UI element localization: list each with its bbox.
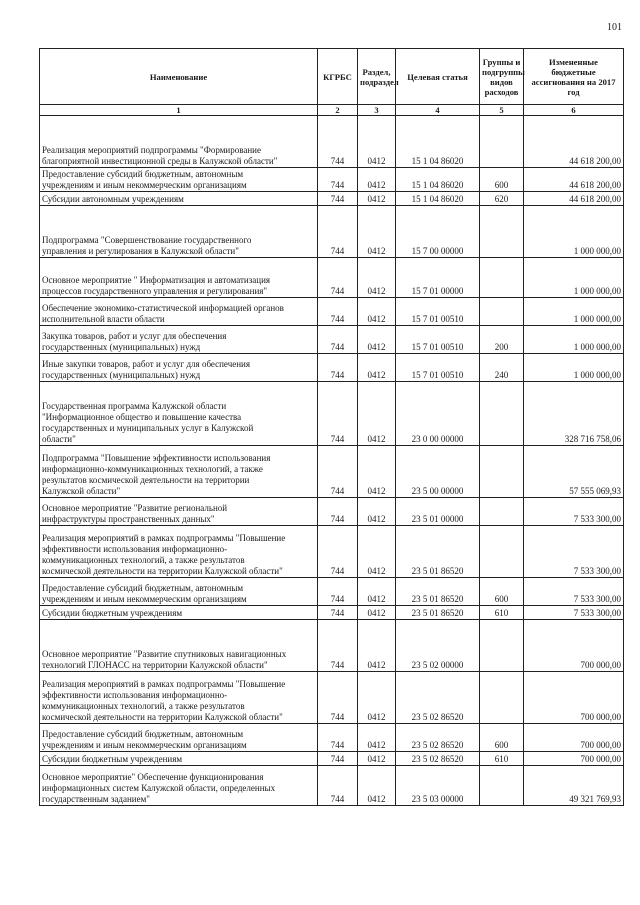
row-ktrbs: 744 — [318, 766, 358, 806]
table-row — [40, 526, 624, 578]
row-group — [480, 620, 524, 672]
row-name: Основное мероприятие "Развитие спутниковых навигационных технологий ГЛОНАСС на территории Калужской области" — [40, 620, 318, 672]
row-section: 0412 — [358, 354, 396, 382]
col-header-groups: Группы и подгруппы видов расходов — [480, 49, 524, 105]
col-number: 2 — [318, 105, 358, 116]
table-row — [40, 620, 624, 672]
row-name: Обеспечение экономико-статистической информацией органов исполнительной власти области — [40, 298, 318, 326]
row-section: 0412 — [358, 526, 396, 578]
table-row — [40, 446, 624, 498]
row-group — [480, 672, 524, 724]
row-group — [480, 206, 524, 258]
row-section: 0412 — [358, 672, 396, 724]
row-name: Подпрограмма "Повышение эффективности использования информационно-коммуникационных технологий, а также результатов космической деятельности на территории Калужской области" — [40, 446, 318, 498]
row-target: 15 7 00 00000 — [396, 206, 480, 258]
row-target: 15 7 01 00000 — [396, 258, 480, 298]
row-section: 0412 — [358, 620, 396, 672]
row-section: 0412 — [358, 298, 396, 326]
table-row — [40, 606, 624, 620]
row-ktrbs: 744 — [318, 672, 358, 724]
table-row — [40, 168, 624, 192]
row-name: Реализация мероприятий в рамках подпрограммы "Повышение эффективности использования информационно- коммуникационных технологий, а также результатов космической деятельности на территории Калужской области" — [40, 526, 318, 578]
row-target: 23 5 02 00000 — [396, 620, 480, 672]
row-ktrbs: 744 — [318, 578, 358, 606]
row-section: 0412 — [358, 724, 396, 752]
table-row — [40, 498, 624, 526]
row-name: Реализация мероприятий подпрограммы "Формирование благоприятной инвестиционной среды в Калужской области" — [40, 116, 318, 168]
row-ktrbs: 744 — [318, 526, 358, 578]
row-group: 610 — [480, 752, 524, 766]
col-header-amount: Измененные бюджетные ассигнования на 2017 год — [524, 49, 624, 105]
row-section: 0412 — [358, 116, 396, 168]
row-name: Иные закупки товаров, работ и услуг для обеспечения государственных (муниципальных) нужд — [40, 354, 318, 382]
row-name: Субсидии бюджетным учреждениям — [40, 606, 318, 620]
row-group — [480, 258, 524, 298]
row-target: 23 5 01 00000 — [396, 498, 480, 526]
row-ktrbs: 744 — [318, 116, 358, 168]
col-number: 4 — [396, 105, 480, 116]
row-ktrbs: 744 — [318, 382, 358, 446]
row-ktrbs: 744 — [318, 192, 358, 206]
row-amount: 7 533 300,00 — [524, 578, 624, 606]
row-target: 23 5 00 00000 — [396, 446, 480, 498]
row-target: 23 0 00 00000 — [396, 382, 480, 446]
row-group — [480, 446, 524, 498]
row-amount: 700 000,00 — [524, 672, 624, 724]
col-header-target: Целевая статья — [396, 49, 480, 105]
row-name: Реализация мероприятий в рамках подпрограммы "Повышение эффективности использования информационно- коммуникационных технологий, а также результатов космической деятельности на территории Калужской области" — [40, 672, 318, 724]
row-target: 23 5 02 86520 — [396, 752, 480, 766]
row-ktrbs: 744 — [318, 752, 358, 766]
row-section: 0412 — [358, 606, 396, 620]
table-row — [40, 354, 624, 382]
row-section: 0412 — [358, 578, 396, 606]
table-row — [40, 578, 624, 606]
row-target: 23 5 01 86520 — [396, 526, 480, 578]
row-group: 610 — [480, 606, 524, 620]
row-section: 0412 — [358, 498, 396, 526]
row-group: 240 — [480, 354, 524, 382]
row-group — [480, 116, 524, 168]
table-row — [40, 672, 624, 724]
row-ktrbs: 744 — [318, 258, 358, 298]
row-section: 0412 — [358, 326, 396, 354]
table-row — [40, 326, 624, 354]
row-ktrbs: 744 — [318, 446, 358, 498]
row-amount: 1 000 000,00 — [524, 298, 624, 326]
row-target: 15 1 04 86020 — [396, 116, 480, 168]
header-row — [40, 49, 624, 105]
row-amount: 7 533 300,00 — [524, 606, 624, 620]
row-name: Основное мероприятие" Обеспечение функционирования информационных систем Калужской области, определенных государственным заданием" — [40, 766, 318, 806]
row-target: 15 7 01 00510 — [396, 298, 480, 326]
column-number-row — [40, 105, 624, 116]
table-row — [40, 206, 624, 258]
row-name: Предоставление субсидий бюджетным, автономным учреждениям и иным некоммерческим организациям — [40, 168, 318, 192]
row-name: Подпрограмма "Совершенствование государственного управления и регулирования в Калужской области" — [40, 206, 318, 258]
row-name: Субсидии автономным учреждениям — [40, 192, 318, 206]
row-target: 15 1 04 86020 — [396, 192, 480, 206]
row-target: 23 5 03 00000 — [396, 766, 480, 806]
row-ktrbs: 744 — [318, 724, 358, 752]
row-target: 15 1 04 86020 — [396, 168, 480, 192]
table-row — [40, 298, 624, 326]
row-target: 23 5 02 86520 — [396, 672, 480, 724]
row-amount: 700 000,00 — [524, 724, 624, 752]
row-amount: 44 618 200,00 — [524, 192, 624, 206]
row-target: 23 5 02 86520 — [396, 724, 480, 752]
row-group — [480, 298, 524, 326]
row-name: Закупка товаров, работ и услуг для обеспечения государственных (муниципальных) нужд — [40, 326, 318, 354]
row-target: 23 5 01 86520 — [396, 578, 480, 606]
row-group: 600 — [480, 168, 524, 192]
table-row — [40, 752, 624, 766]
row-amount: 700 000,00 — [524, 752, 624, 766]
row-ktrbs: 744 — [318, 326, 358, 354]
row-group: 600 — [480, 724, 524, 752]
row-section: 0412 — [358, 168, 396, 192]
row-ktrbs: 744 — [318, 498, 358, 526]
row-ktrbs: 744 — [318, 168, 358, 192]
row-section: 0412 — [358, 192, 396, 206]
row-group — [480, 498, 524, 526]
row-group — [480, 382, 524, 446]
col-header-section: Раздел, подраздел — [358, 49, 396, 105]
row-name: Предоставление субсидий бюджетным, автономным учреждениям и иным некоммерческим организациям — [40, 578, 318, 606]
row-amount: 1 000 000,00 — [524, 354, 624, 382]
row-ktrbs: 744 — [318, 606, 358, 620]
row-section: 0412 — [358, 446, 396, 498]
table-row — [40, 258, 624, 298]
col-number: 1 — [40, 105, 318, 116]
row-group — [480, 526, 524, 578]
budget-table — [39, 48, 624, 806]
row-ktrbs: 744 — [318, 620, 358, 672]
col-number: 5 — [480, 105, 524, 116]
table-row — [40, 724, 624, 752]
row-name: Основное мероприятие "Развитие региональной инфраструктуры пространственных данных" — [40, 498, 318, 526]
row-name: Субсидии бюджетным учреждениям — [40, 752, 318, 766]
row-target: 15 7 01 00510 — [396, 354, 480, 382]
row-group: 200 — [480, 326, 524, 354]
row-group: 600 — [480, 578, 524, 606]
row-section: 0412 — [358, 752, 396, 766]
page-number: 101 — [607, 22, 622, 33]
row-amount: 700 000,00 — [524, 620, 624, 672]
table-body — [40, 116, 624, 806]
row-amount: 57 555 069,93 — [524, 446, 624, 498]
row-amount: 44 618 200,00 — [524, 116, 624, 168]
col-header-ktrbs: КГРБС — [318, 49, 358, 105]
row-amount: 1 000 000,00 — [524, 206, 624, 258]
row-section: 0412 — [358, 766, 396, 806]
row-ktrbs: 744 — [318, 206, 358, 258]
row-ktrbs: 744 — [318, 298, 358, 326]
col-number: 6 — [524, 105, 624, 116]
row-amount: 1 000 000,00 — [524, 258, 624, 298]
row-target: 23 5 01 86520 — [396, 606, 480, 620]
col-number: 3 — [358, 105, 396, 116]
table-row — [40, 382, 624, 446]
row-amount: 49 321 769,93 — [524, 766, 624, 806]
row-name: Предоставление субсидий бюджетным, автономным учреждениям и иным некоммерческим организациям — [40, 724, 318, 752]
row-section: 0412 — [358, 382, 396, 446]
row-amount: 328 716 758,06 — [524, 382, 624, 446]
table-row — [40, 766, 624, 806]
row-section: 0412 — [358, 258, 396, 298]
row-group: 620 — [480, 192, 524, 206]
row-amount: 7 533 300,00 — [524, 498, 624, 526]
row-group — [480, 766, 524, 806]
row-target: 15 7 01 00510 — [396, 326, 480, 354]
row-amount: 44 618 200,00 — [524, 168, 624, 192]
row-amount: 7 533 300,00 — [524, 526, 624, 578]
col-header-name: Наименование — [40, 49, 318, 105]
table-row — [40, 192, 624, 206]
row-name: Основное мероприятие " Информатизация и автоматизация процессов государственного управления и регулирования" — [40, 258, 318, 298]
table-row — [40, 116, 624, 168]
row-section: 0412 — [358, 206, 396, 258]
row-ktrbs: 744 — [318, 354, 358, 382]
row-amount: 1 000 000,00 — [524, 326, 624, 354]
row-name: Государственная программа Калужской области "Информационное общество и повышение качества государственных и муниципальных услуг в Калужской области" — [40, 382, 318, 446]
